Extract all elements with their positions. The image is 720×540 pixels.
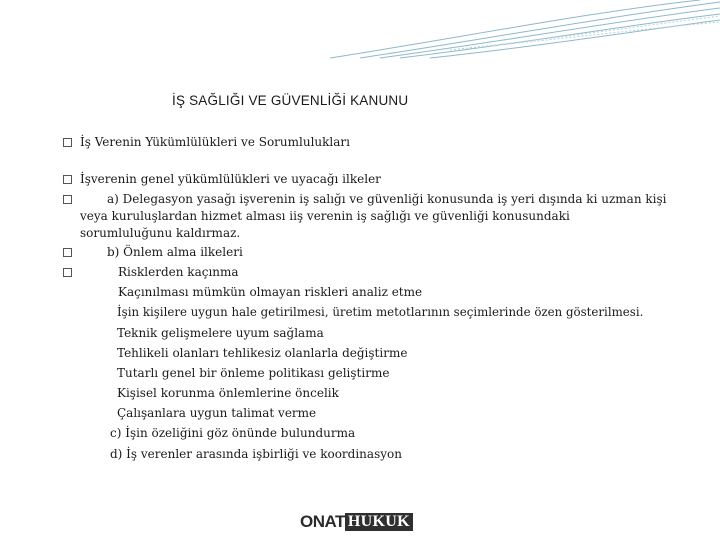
list-item: c) İşin özeliğini göz önünde bulundurma: [110, 426, 356, 440]
list-item-continuation: veya kuruluşlardan hizmet alması iiş verenin iş sağlığı ve güvenliği konusundaki: [80, 209, 570, 223]
logo-left-text: ONAT: [300, 512, 345, 531]
list-item: d) İş verenler arasında işbirliği ve koordinasyon: [110, 447, 402, 461]
bullet-icon: [63, 138, 72, 147]
list-item: Çalışanlara uygun talimat verme: [117, 406, 317, 420]
list-item: Tutarlı genel bir önleme politikası geliştirme: [117, 366, 390, 380]
list-item: a) Delegasyon yasağı işverenin iş salığı ve güvenliği konusunda iş yeri dışında ki uzman kişi: [107, 192, 667, 206]
list-item: İşverenin genel yükümlülükleri ve uyacağı ilkeler: [80, 172, 381, 186]
logo-right-text: HUKUK: [345, 513, 413, 531]
page-title: İŞ SAĞLIĞI VE GÜVENLİĞİ KANUNU: [172, 93, 409, 108]
list-item-continuation: sorumluluğunu kaldırmaz.: [80, 226, 241, 240]
section-heading: İş Verenin Yükümlülükleri ve Sorumlulukları: [80, 135, 350, 149]
bullet-icon: [63, 195, 72, 204]
list-item: Kişisel korunma önlemlerine öncelik: [117, 386, 339, 400]
list-item: Tehlikeli olanları tehlikesiz olanlarla değiştirme: [117, 346, 408, 360]
onat-hukuk-logo: [300, 513, 413, 531]
list-item: b) Önlem alma ilkeleri: [107, 245, 243, 259]
list-item: İşin kişilere uygun hale getirilmesi, üretim metotlarının seçimlerinde özen gösterilmesi.: [117, 305, 644, 319]
bullet-icon: [63, 248, 72, 257]
list-item: Kaçınılması mümkün olmayan riskleri analiz etme: [118, 285, 423, 299]
bullet-icon: [63, 268, 72, 277]
list-item: Risklerden kaçınma: [118, 265, 239, 279]
decorative-header-swoosh: [0, 0, 720, 60]
list-item: Teknik gelişmelere uyum sağlama: [117, 326, 324, 340]
bullet-icon: [63, 175, 72, 184]
